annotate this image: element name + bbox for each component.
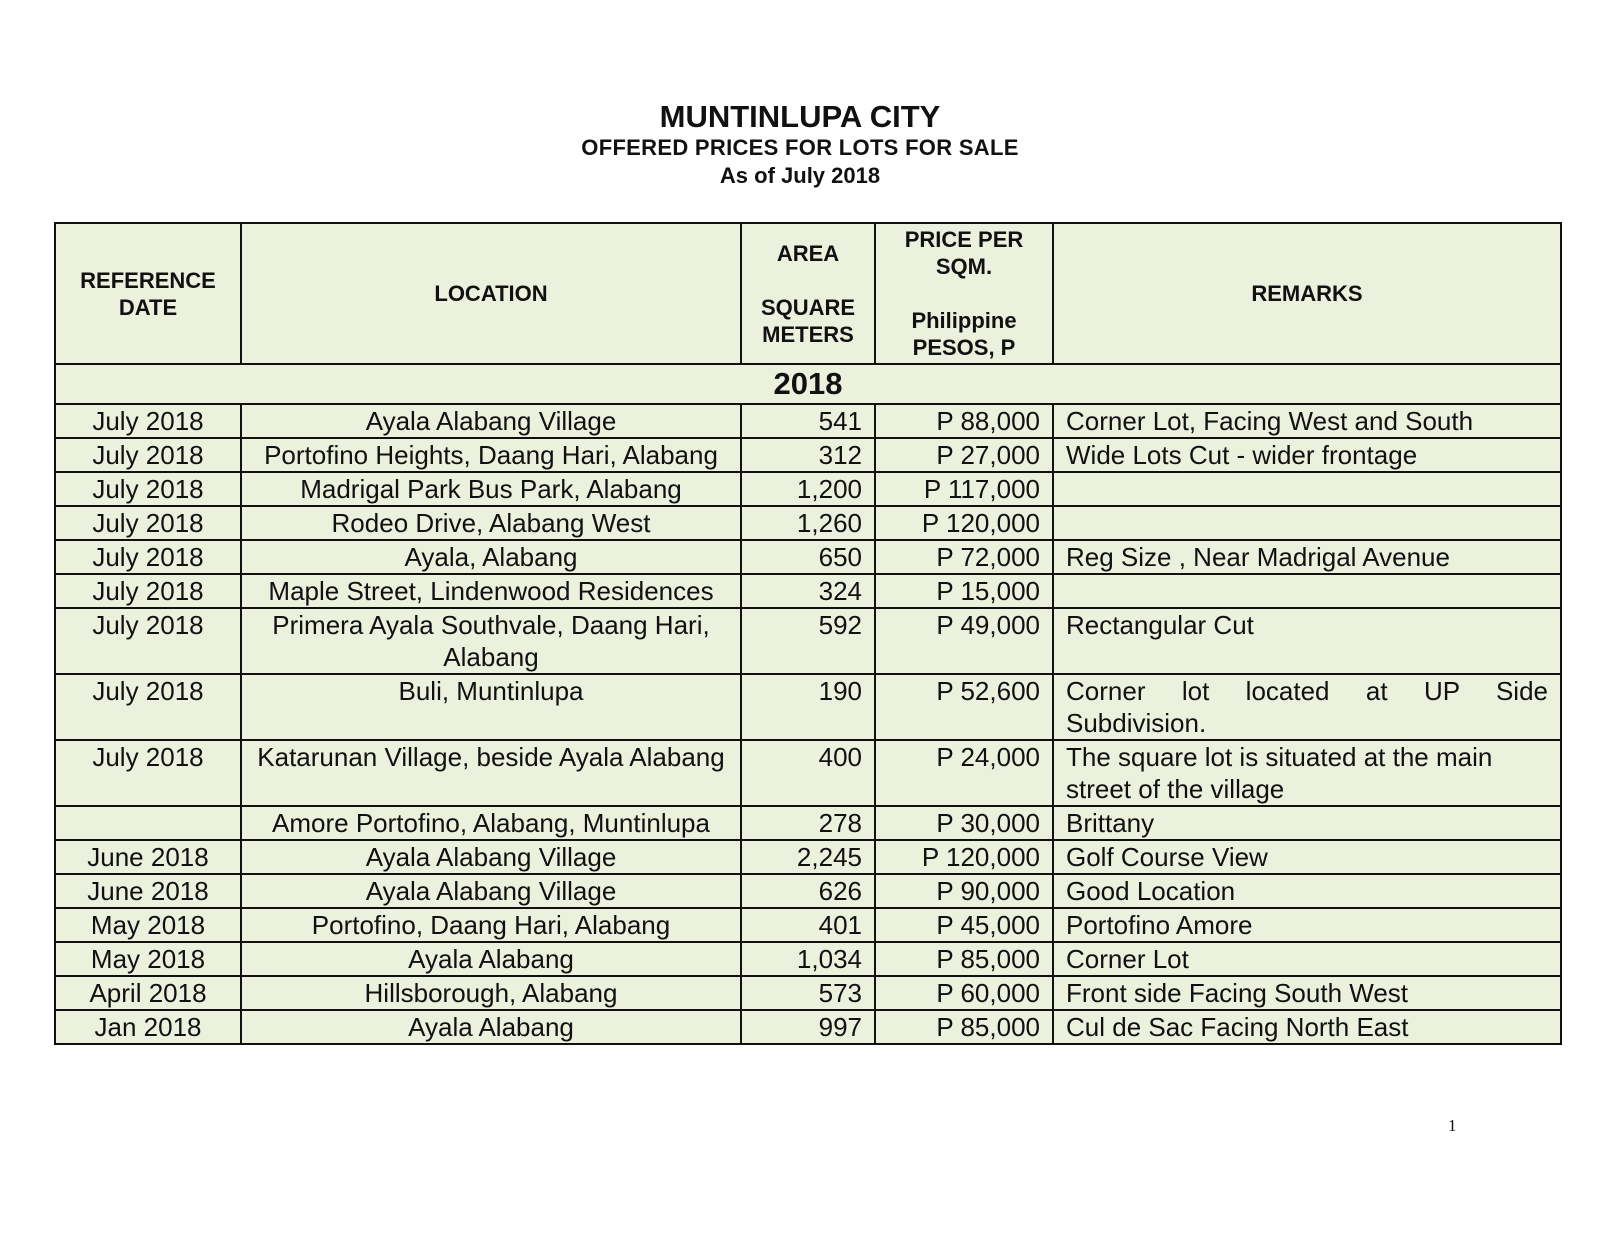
cell-area: 1,034 xyxy=(741,942,875,976)
table-row xyxy=(55,540,1561,574)
cell-area: 278 xyxy=(741,806,875,840)
cell-price: P 120,000 xyxy=(875,840,1053,874)
table-row xyxy=(55,740,1561,806)
cell-reference-date: May 2018 xyxy=(55,942,241,976)
cell-remarks: Front side Facing South West xyxy=(1053,976,1561,1010)
header-price-line2: Philippine PESOS, P xyxy=(911,308,1017,360)
cell-area: 1,260 xyxy=(741,506,875,540)
cell-price: P 88,000 xyxy=(875,404,1053,438)
cell-price: P 117,000 xyxy=(875,472,1053,506)
cell-price: P 60,000 xyxy=(875,976,1053,1010)
document-subtitle: OFFERED PRICES FOR LOTS FOR SALE xyxy=(581,135,1019,160)
header-area xyxy=(741,223,875,364)
table-row xyxy=(55,472,1561,506)
cell-area: 573 xyxy=(741,976,875,1010)
cell-price: P 72,000 xyxy=(875,540,1053,574)
cell-location: Madrigal Park Bus Park, Alabang xyxy=(241,472,741,506)
cell-area: 1,200 xyxy=(741,472,875,506)
cell-location: Ayala Alabang Village xyxy=(241,404,741,438)
cell-location: Katarunan Village, beside Ayala Alabang xyxy=(241,740,741,806)
cell-location: Ayala, Alabang xyxy=(241,540,741,574)
header-location: LOCATION xyxy=(241,223,741,364)
cell-remarks: Brittany xyxy=(1053,806,1561,840)
as-of-date: As of July 2018 xyxy=(719,163,881,188)
cell-reference-date: May 2018 xyxy=(55,908,241,942)
cell-price: P 120,000 xyxy=(875,506,1053,540)
cell-remarks: Reg Size , Near Madrigal Avenue xyxy=(1053,540,1561,574)
header-area-line2: SQUARE METERS xyxy=(760,294,856,347)
cell-price: P 45,000 xyxy=(875,908,1053,942)
cell-remarks: Portofino Amore xyxy=(1053,908,1561,942)
cell-location: Rodeo Drive, Alabang West xyxy=(241,506,741,540)
cell-location: Ayala Alabang xyxy=(241,942,741,976)
document-header xyxy=(0,100,1600,190)
header-price-line1: PRICE PER SQM. xyxy=(904,227,1024,279)
document-title: MUNTINLUPA CITY xyxy=(659,99,941,134)
cell-price: P 85,000 xyxy=(875,1010,1053,1044)
table-row xyxy=(55,574,1561,608)
cell-location: Buli, Muntinlupa xyxy=(241,674,741,740)
cell-location: Ayala Alabang xyxy=(241,1010,741,1044)
cell-reference-date: July 2018 xyxy=(55,472,241,506)
cell-area: 541 xyxy=(741,404,875,438)
year-label: 2018 xyxy=(55,364,1561,404)
table-header-row xyxy=(55,223,1561,364)
table-row xyxy=(55,840,1561,874)
cell-reference-date: July 2018 xyxy=(55,438,241,472)
cell-remarks: Good Location xyxy=(1053,874,1561,908)
cell-location: Hillsborough, Alabang xyxy=(241,976,741,1010)
cell-price: P 27,000 xyxy=(875,438,1053,472)
table-row xyxy=(55,404,1561,438)
table-row xyxy=(55,908,1561,942)
cell-location: Portofino, Daang Hari, Alabang xyxy=(241,908,741,942)
cell-remarks: Golf Course View xyxy=(1053,840,1561,874)
table-row xyxy=(55,874,1561,908)
cell-reference-date: July 2018 xyxy=(55,740,241,806)
cell-price: P 85,000 xyxy=(875,942,1053,976)
cell-reference-date: July 2018 xyxy=(55,404,241,438)
cell-location: Ayala Alabang Village xyxy=(241,840,741,874)
cell-area: 592 xyxy=(741,608,875,674)
cell-price: P 24,000 xyxy=(875,740,1053,806)
header-reference-date: REFERENCE DATE xyxy=(55,223,241,364)
cell-location: Primera Ayala Southvale, Daang Hari, Alabang xyxy=(241,608,741,674)
cell-reference-date: July 2018 xyxy=(55,540,241,574)
table-row xyxy=(55,438,1561,472)
cell-price: P 52,600 xyxy=(875,674,1053,740)
table-row xyxy=(55,674,1561,740)
cell-location: Amore Portofino, Alabang, Muntinlupa xyxy=(241,806,741,840)
cell-area: 400 xyxy=(741,740,875,806)
cell-reference-date: June 2018 xyxy=(55,840,241,874)
cell-area: 324 xyxy=(741,574,875,608)
cell-reference-date: July 2018 xyxy=(55,674,241,740)
cell-remarks: The square lot is situated at the main street of the village xyxy=(1053,740,1561,806)
table-row xyxy=(55,506,1561,540)
cell-remarks xyxy=(1053,574,1561,608)
lot-prices-table xyxy=(54,222,1562,1045)
header-price xyxy=(875,223,1053,364)
table-row xyxy=(55,1010,1561,1044)
cell-remarks: Wide Lots Cut - wider frontage xyxy=(1053,438,1561,472)
cell-location: Maple Street, Lindenwood Residences xyxy=(241,574,741,608)
cell-reference-date: July 2018 xyxy=(55,608,241,674)
cell-remarks: Cul de Sac Facing North East xyxy=(1053,1010,1561,1044)
table-row xyxy=(55,608,1561,674)
cell-area: 401 xyxy=(741,908,875,942)
cell-area: 312 xyxy=(741,438,875,472)
table-row xyxy=(55,806,1561,840)
cell-remarks: Rectangular Cut xyxy=(1053,608,1561,674)
cell-reference-date: Jan 2018 xyxy=(55,1010,241,1044)
cell-area: 2,245 xyxy=(741,840,875,874)
cell-reference-date: July 2018 xyxy=(55,574,241,608)
cell-reference-date: June 2018 xyxy=(55,874,241,908)
table-row xyxy=(55,976,1561,1010)
cell-remarks xyxy=(1053,472,1561,506)
cell-remarks xyxy=(1053,506,1561,540)
page-number: 1 xyxy=(1448,1116,1457,1135)
cell-remarks: Corner Lot, Facing West and South xyxy=(1053,404,1561,438)
cell-price: P 30,000 xyxy=(875,806,1053,840)
cell-reference-date: April 2018 xyxy=(55,976,241,1010)
cell-reference-date xyxy=(55,806,241,840)
cell-price: P 49,000 xyxy=(875,608,1053,674)
cell-location: Portofino Heights, Daang Hari, Alabang xyxy=(241,438,741,472)
header-area-line1: AREA xyxy=(776,240,840,266)
header-remarks: REMARKS xyxy=(1053,223,1561,364)
year-row xyxy=(55,364,1561,404)
cell-location: Ayala Alabang Village xyxy=(241,874,741,908)
cell-area: 190 xyxy=(741,674,875,740)
cell-area: 626 xyxy=(741,874,875,908)
cell-price: P 15,000 xyxy=(875,574,1053,608)
cell-area: 997 xyxy=(741,1010,875,1044)
cell-reference-date: July 2018 xyxy=(55,506,241,540)
cell-price: P 90,000 xyxy=(875,874,1053,908)
cell-remarks: Corner Lot xyxy=(1053,942,1561,976)
table-row xyxy=(55,942,1561,976)
cell-remarks: Corner lot located at UP Side Subdivision. xyxy=(1053,674,1561,740)
cell-area: 650 xyxy=(741,540,875,574)
